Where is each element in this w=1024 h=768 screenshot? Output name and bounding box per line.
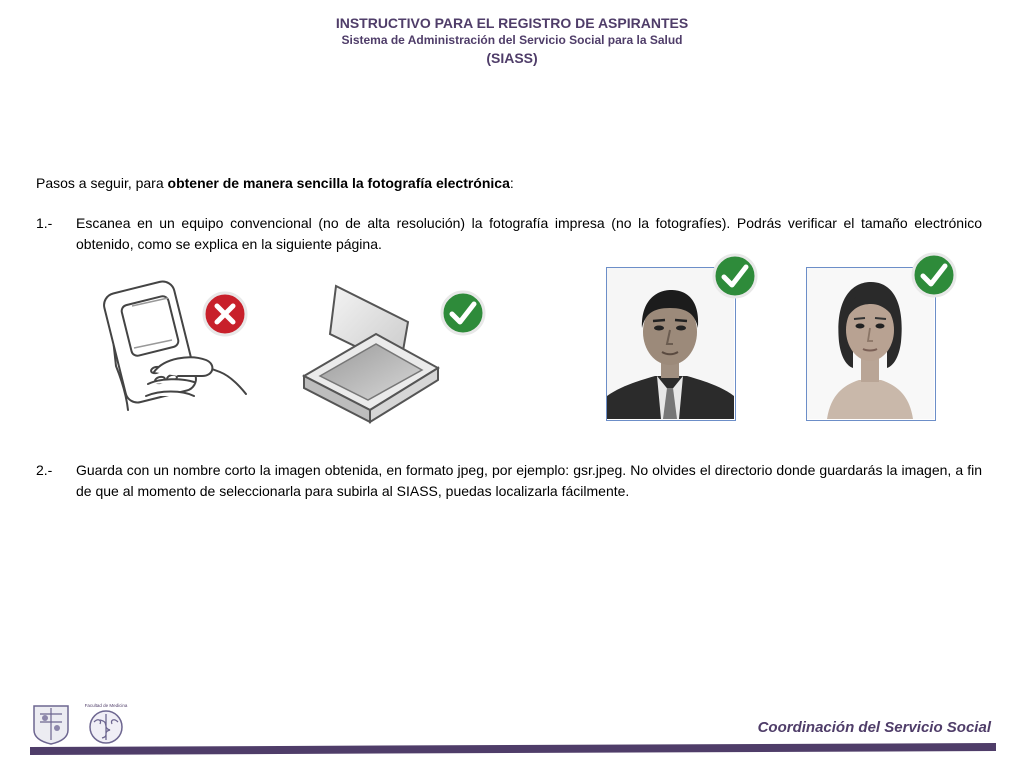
page-title: INSTRUCTIVO PARA EL REGISTRO DE ASPIRANTES xyxy=(335,15,689,31)
step-2 xyxy=(36,460,982,502)
step-text: Guarda con un nombre corto la imagen obtenida, en formato jpeg, por ejemplo: gsr.jpeg. No olvides el directorio donde guardarás la imagen, a fin de que al momento de seleccionarla para subirla al SIASS, puedas localizarla fácilmente. xyxy=(76,462,982,499)
intro-emphasis: obtener de manera sencilla la fotografía electrónica xyxy=(167,175,510,191)
step-number: 2.- xyxy=(36,462,53,478)
footer-coordination-label: Coordinación del Servicio Social xyxy=(757,719,991,736)
institution-logos xyxy=(30,700,130,746)
intro-prefix: Pasos a seguir, para xyxy=(36,175,168,191)
unam-logo xyxy=(34,706,68,744)
step-1 xyxy=(36,213,982,255)
correct-mark-icon xyxy=(440,290,486,336)
wrong-mark-icon xyxy=(202,291,248,337)
page-subtitle: Sistema de Administración del Servicio Social para la Salud xyxy=(341,33,683,47)
correct-mark-icon xyxy=(911,252,957,298)
intro-line xyxy=(36,174,514,192)
footer-accent-bar xyxy=(30,743,996,755)
facultad-medicina-logo xyxy=(85,702,128,743)
page-header xyxy=(0,14,1024,68)
scanner-illustration xyxy=(296,280,444,426)
page-acronym: (SIASS) xyxy=(486,50,538,66)
logo-caption: Facultad de Medicina xyxy=(84,703,128,708)
step-text: Escanea en un equipo convencional (no de alta resolución) la fotografía impresa (no la fotografíes). Podrás verificar el tamaño electrónico obtenido, como se explica en la siguiente página. xyxy=(76,215,982,252)
step-number: 1.- xyxy=(36,215,53,231)
correct-mark-icon xyxy=(712,253,758,299)
intro-suffix: : xyxy=(509,175,514,191)
